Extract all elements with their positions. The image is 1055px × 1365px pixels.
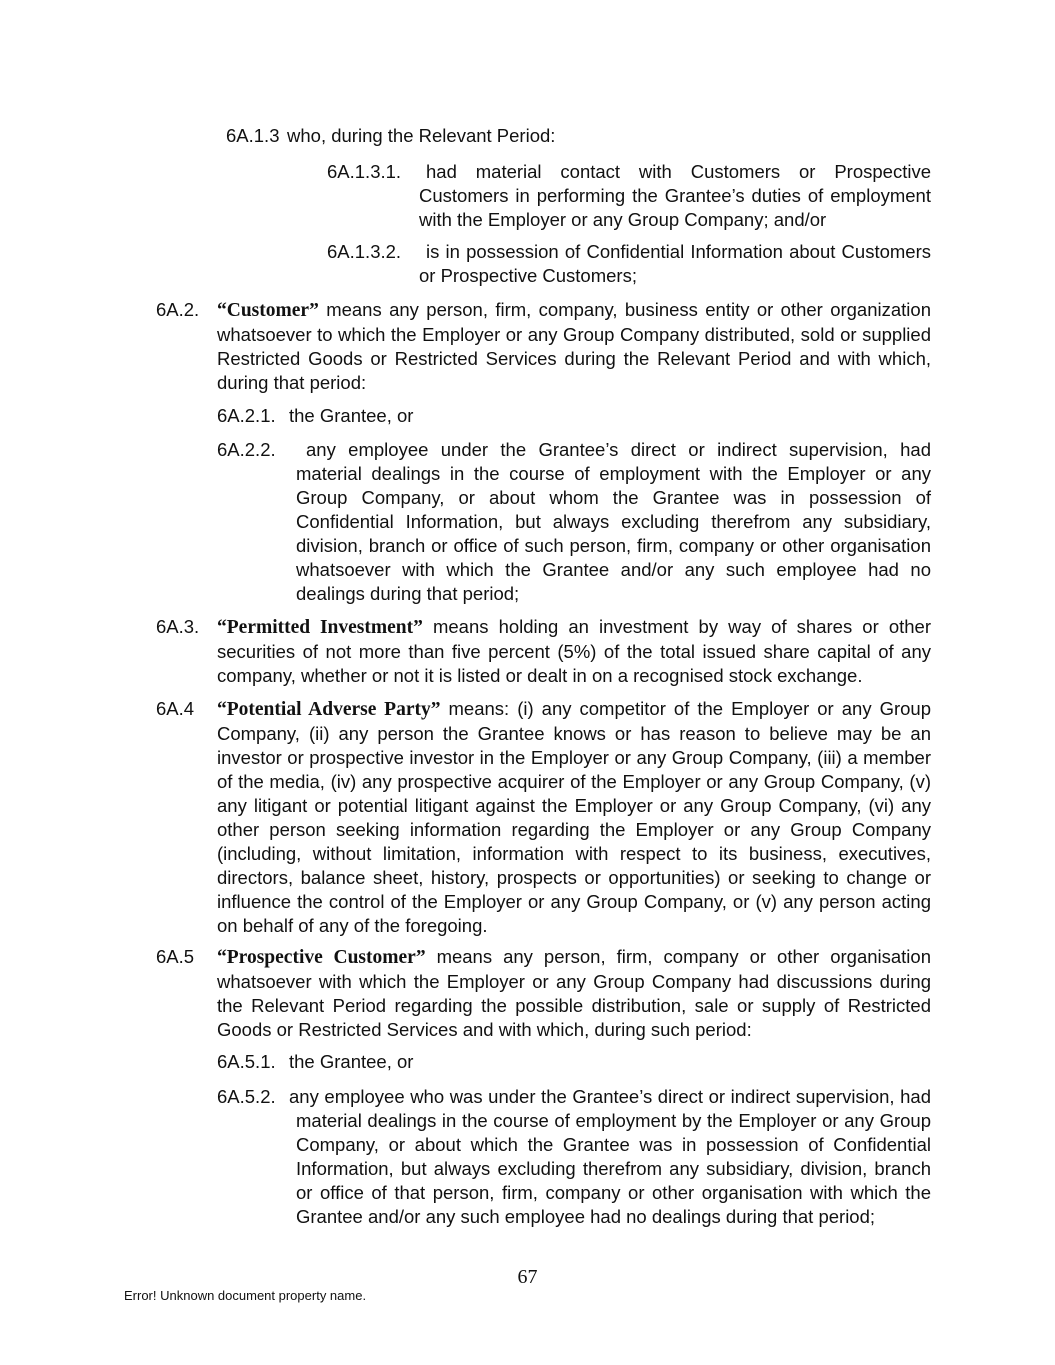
clause-6a-1-3-1-text: had material contact with Customers or Prospective Customers in performing the Grantee’s duties of employment with the Employer or any Group Company; and/or bbox=[419, 161, 931, 230]
clause-6a-3-number: 6A.3. bbox=[156, 616, 200, 637]
clause-6a-5-2-number: 6A.5.2. bbox=[217, 1086, 276, 1107]
clause-6a-5-2-body: any employee who was under the Grantee’s direct or indirect supervision, had material dealings in the course of employment by the Employer or any Group Company, or about which the Grantee was in possession of Confidential Information, but always excluding therefrom any subsidiary, division, branch or office of that person, firm, company or other organisation with which the Grantee and/or any such employee had no dealings during that period; bbox=[289, 1086, 931, 1227]
clause-6a-3-body: means holding an investment by way of shares or other securities of not more than five percent (5%) of the total issued share capital of any company, whether or not it is listed or dealt in on a recognised stock exchange. bbox=[217, 616, 931, 686]
clause-6a-5-number: 6A.5 bbox=[156, 946, 195, 967]
defined-term-potential-adverse-party: “Potential Adverse Party” bbox=[217, 699, 441, 720]
clause-6a-5-text bbox=[217, 945, 931, 1042]
clause-6a-2-number: 6A.2. bbox=[156, 299, 200, 320]
clause-6a-4-body: means: (i) any competitor of the Employer or any Group Company, (ii) any person the Grantee knows or has reason to believe may be an investor or prospective investor in the Employer or any Group Company, (iii) a member of the media, (iv) any prospective acquirer of the Employer or any Group Company, (v) any litigant or potential litigant against the Employer or any Group Company, (vi) any other person seeking information regarding the Employer or any Group Company (including, without limitation, information with respect to its business, executives, directors, balance sheet, history, prospects or opportunities) or seeking to change or influence the control of the Employer or any Group Company, or (v) any person acting on behalf of any of the foregoing. bbox=[217, 698, 932, 936]
clause-6a-5-1-number: 6A.5.1. bbox=[217, 1051, 276, 1072]
clause-6a-1-3-1-number: 6A.1.3.1. bbox=[327, 161, 402, 182]
defined-term-permitted-investment: “Permitted Investment” bbox=[217, 617, 423, 638]
clause-6a-2-1-text: the Grantee, or bbox=[289, 405, 414, 426]
clause-6a-5-2-text bbox=[289, 1085, 931, 1229]
clause-6a-2-1-number: 6A.2.1. bbox=[217, 405, 276, 426]
clause-6a-1-3-2-text: is in possession of Confidential Information about Customers or Prospective Customers; bbox=[419, 241, 931, 286]
page-number: 67 bbox=[517, 1266, 538, 1288]
clause-6a-2-2-text: any employee under the Grantee’s direct or indirect supervision, had material dealings in the course of employment with the Employer or any Group Company, or about whom the Grantee was in possession of Confidential Information, but always excluding therefrom any subsidiary, division, branch or office of such person, firm, company or other organisation whatsoever with which the Grantee and/or any such employee had no dealings during that period; bbox=[296, 439, 931, 604]
defined-term-customer: “Customer” bbox=[217, 300, 319, 321]
clause-6a-5-1-text: the Grantee, or bbox=[289, 1051, 414, 1072]
footer-error-note: Error! Unknown document property name. bbox=[124, 1288, 367, 1303]
clause-6a-4-text bbox=[217, 697, 931, 938]
clause-6a-1-3-text: who, during the Relevant Period: bbox=[287, 125, 556, 146]
clause-6a-3-text bbox=[217, 615, 931, 688]
clause-6a-2-text bbox=[217, 298, 931, 395]
clause-6a-4-number: 6A.4 bbox=[156, 698, 195, 719]
clause-6a-2-body: means any person, firm, company, business entity or other organization whatsoever to which the Employer or any Group Company distributed, sold or supplied Restricted Goods or Restricted Services during the Relevant Period and with which, during that period: bbox=[217, 299, 931, 393]
clause-6a-1-3-2-number: 6A.1.3.2. bbox=[327, 241, 402, 262]
clause-6a-2-2-number: 6A.2.2. bbox=[217, 439, 276, 460]
defined-term-prospective-customer: “Prospective Customer” bbox=[217, 947, 426, 968]
clause-6a-1-3-number: 6A.1.3 bbox=[226, 125, 280, 146]
clause-6a-5-body: means any person, firm, company or other organisation whatsoever with which the Employer or any Group Company had discussions during the Relevant Period regarding the possible distribution, sale or supply of Restricted Goods or Restricted Services and with which, during such period: bbox=[217, 946, 931, 1040]
